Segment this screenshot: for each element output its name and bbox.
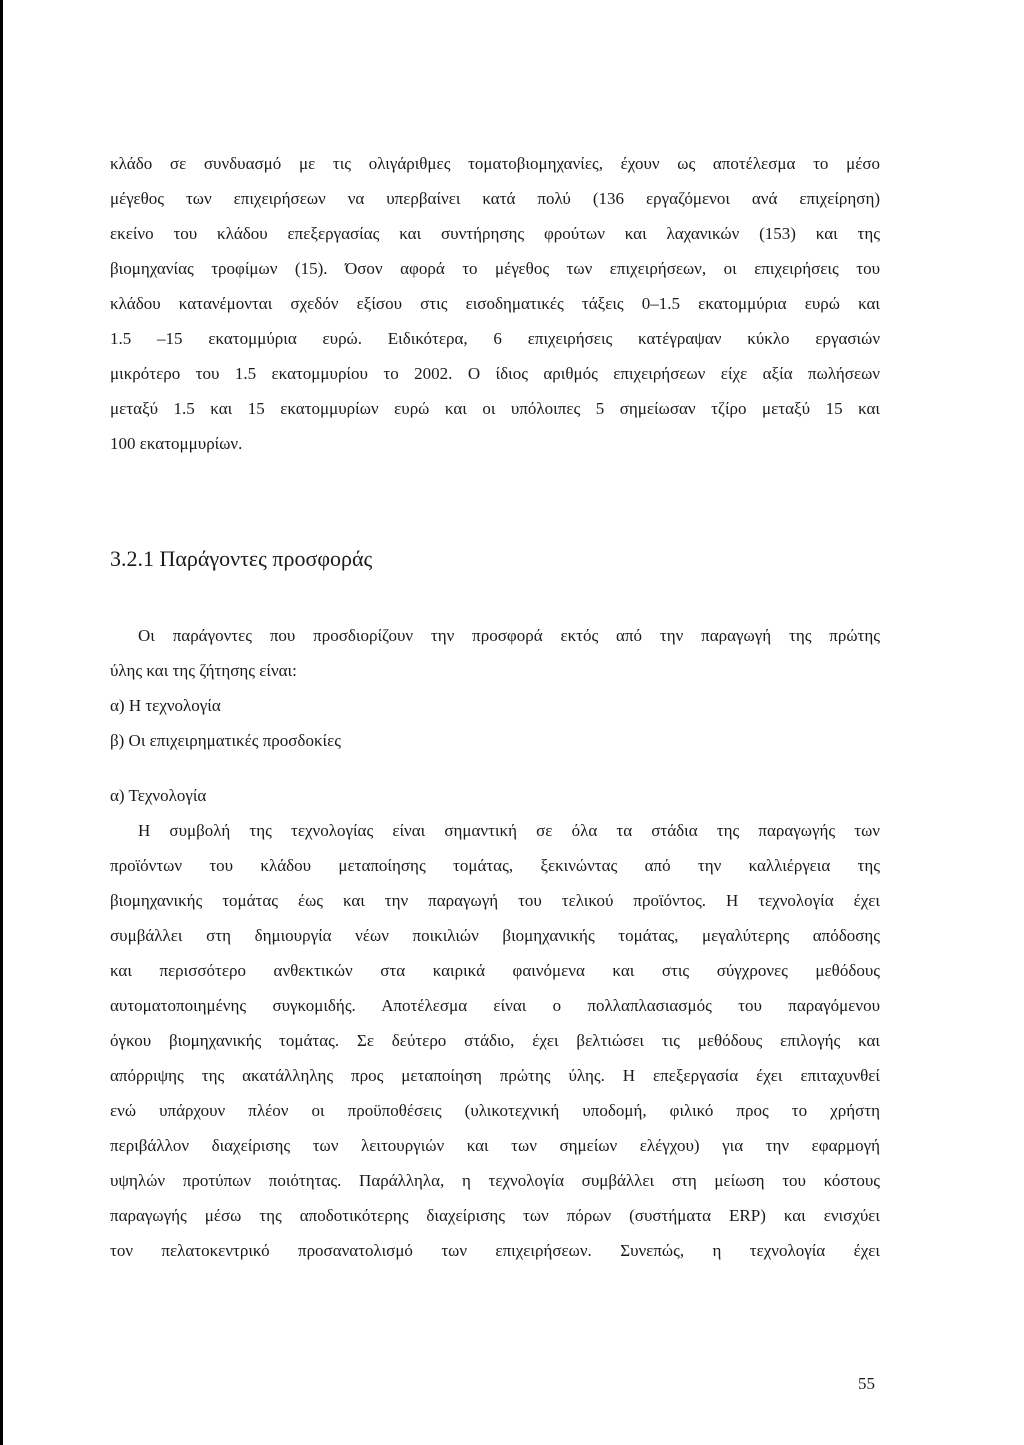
text-line: βιομηχανίας τροφίμων (15). Όσον αφορά το μέγεθος των επιχειρήσεων, οι επιχειρήσεις του bbox=[110, 259, 880, 278]
text-line: κλάδου κατανέμονται σχεδόν εξίσου στις εισοδηματικές τάξεις 0–1.5 εκατομμύρια ευρώ και bbox=[110, 294, 880, 313]
text-line: απόρριψης της ακατάλληλης προς μεταποίηση πρώτης ύλης. Η επεξεργασία έχει επιταχυνθεί bbox=[110, 1066, 880, 1085]
subheading-container bbox=[110, 778, 880, 813]
text-line: μέγεθος των επιχειρήσεων να υπερβαίνει κατά πολύ (136 εργαζόμενοι ανά επιχείρηση) bbox=[110, 189, 880, 208]
text-line: ύλης και της ζήτησης είναι: bbox=[110, 661, 297, 680]
paragraph-supply-factors bbox=[110, 618, 880, 758]
text-line: και περισσότερο ανθεκτικών στα καιρικά φαινόμενα και στις σύγχρονες μεθόδους bbox=[110, 961, 880, 980]
text-line: όγκου βιομηχανικής τομάτας. Σε δεύτερο στάδιο, έχει βελτιώσει τις μεθόδους επιλογής και bbox=[110, 1031, 880, 1050]
list-item: β) Οι επιχειρηματικές προσδοκίες bbox=[110, 731, 341, 750]
text-line: 1.5 –15 εκατομμύρια ευρώ. Ειδικότερα, 6 επιχειρήσεις κατέγραψαν κύκλο εργασιών bbox=[110, 329, 880, 348]
paragraph-company-size bbox=[110, 146, 880, 461]
subheading-technology: α) Τεχνολογία bbox=[110, 786, 207, 805]
text-line: Η συμβολή της τεχνολογίας είναι σημαντική σε όλα τα στάδια της παραγωγής των bbox=[138, 821, 880, 840]
text-line: κλάδο σε συνδυασμό με τις ολιγάριθμες τοματοβιομηχανίες, έχουν ως αποτέλεσμα το μέσο bbox=[110, 154, 880, 173]
page-number: 55 bbox=[858, 1374, 875, 1393]
text-line: μικρότερο του 1.5 εκατομμυρίου το 2002. Ο ίδιος αριθμός επιχειρήσεων είχε αξία πωλήσεων bbox=[110, 364, 880, 383]
section-heading: 3.2.1 Παράγοντες προσφοράς bbox=[110, 546, 373, 571]
text-line: υψηλών προτύπων ποιότητας. Παράλληλα, η τεχνολογία συμβάλλει στη μείωση του κόστους bbox=[110, 1171, 880, 1190]
text-line: περιβάλλον διαχείρισης των λειτουργιών και των σημείων ελέγχου) για την εφαρμογή bbox=[110, 1136, 880, 1155]
text-line: μεταξύ 1.5 και 15 εκατομμυρίων ευρώ και οι υπόλοιπες 5 σημείωσαν τζίρο μεταξύ 15 και bbox=[110, 399, 880, 418]
text-line: εκείνο του κλάδου επεξεργασίας και συντήρησης φρούτων και λαχανικών (153) και της bbox=[110, 224, 880, 243]
text-line: Οι παράγοντες που προσδιορίζουν την προσφορά εκτός από την παραγωγή της πρώτης bbox=[138, 626, 880, 645]
text-line: 100 εκατομμυρίων. bbox=[110, 434, 243, 453]
list-item: α) Η τεχνολογία bbox=[110, 696, 221, 715]
text-line: παραγωγής μέσω της αποδοτικότερης διαχείρισης των πόρων (συστήματα ERP) και ενισχύει bbox=[110, 1206, 880, 1225]
text-line: συμβάλλει στη δημιουργία νέων ποικιλιών βιομηχανικής τομάτας, μεγαλύτερης απόδοσης bbox=[110, 926, 880, 945]
text-line: βιομηχανικής τομάτας έως και την παραγωγή του τελικού προϊόντος. Η τεχνολογία έχει bbox=[110, 891, 880, 910]
text-line: προϊόντων του κλάδου μεταποίησης τομάτας, ξεκινώντας από την καλλιέργεια της bbox=[110, 856, 880, 875]
text-line: ενώ υπάρχουν πλέον οι προϋποθέσεις (υλικοτεχνική υποδομή, φιλικό προς το χρήστη bbox=[110, 1101, 880, 1120]
text-line: αυτοματοποιημένης συγκομιδής. Αποτέλεσμα είναι ο πολλαπλασιασμός του παραγόμενου bbox=[110, 996, 880, 1015]
text-line: τον πελατοκεντρικό προσανατολισμό των επιχειρήσεων. Συνεπώς, η τεχνολογία έχει bbox=[110, 1241, 880, 1260]
paragraph-technology bbox=[110, 813, 880, 1268]
